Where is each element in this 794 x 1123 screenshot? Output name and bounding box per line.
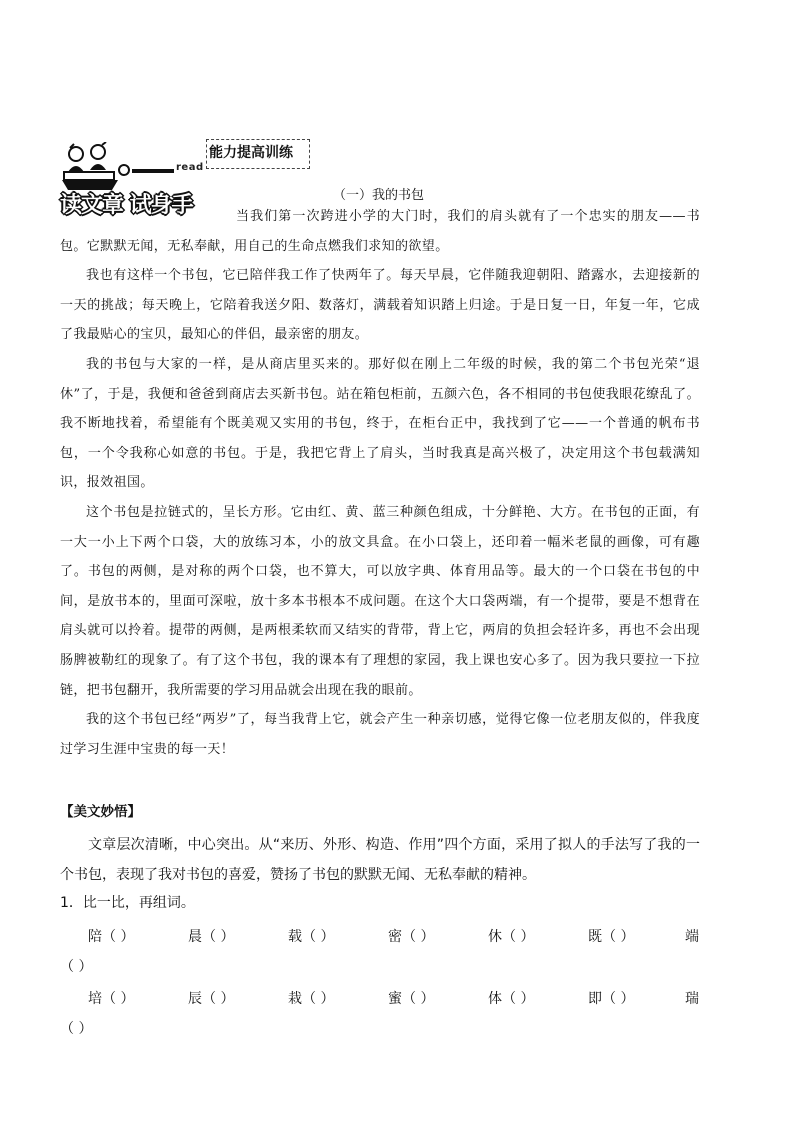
char-cell: 晨（ ） — [188, 929, 235, 945]
article-title: （一）我的书包 — [333, 188, 425, 203]
char-cell: 端 — [685, 929, 699, 945]
char-cell: 辰（ ） — [188, 991, 235, 1007]
char-cell: 体（ ） — [488, 991, 535, 1007]
char-cell: 即（ ） — [588, 991, 635, 1007]
char-cell-wrap: （ ） — [60, 959, 93, 975]
appreciation-text: 文章层次清晰，中心突出。从“来历、外形、构造、作用”四个方面，采用了拟人的手法写了我的一个书包，表现了我对书包的喜爱，赞扬了书包的默默无闻、无私奉献的精神。 — [60, 837, 700, 883]
article-body — [60, 202, 700, 764]
article-paragraph: 我也有这样一个书包，它已陪伴我工作了快两年了。每天早晨，它伴随我迎朝阳、踏露水，去迎接新的一天的挑战；每天晚上，它陪着我送夕阳、数落灯，满载着知识踏上归途。于是日复一日，年复一年，它成了我最贴心的宝贝，最知心的伴侣，最亲密的朋友。 — [60, 268, 700, 343]
char-compare-row-1 — [60, 926, 700, 975]
char-cell: 栽（ ） — [288, 991, 335, 1007]
article-paragraph: 这个书包是拉链式的，呈长方形。它由红、黄、蓝三种颜色组成，十分鲜艳、大方。在书包的正面，有一大一小上下两个口袋，大的放练习本，小的放文具盒。在小口袋上，还印着一幅米老鼠的画像，可有趣了。书包的两侧，是对称的两个口袋，也不算大，可以放字典、体育用品等。最大的一个口袋在书包的中间，是放书本的，里面可深啦，放十多本书根本不成问题。在这个大口袋两端，有一个提带，要是不想背在肩头就可以拎着。提带的两侧，是两根柔软而又结实的背带，背上它，两肩的负担会轻许多，再也不会出现肠脾被勒红的现象了。有了这个书包，我的课本有了理想的家园，我上课也安心多了。因为我只要拉一下拉链，把书包翻开，我所需要的学习用品就会出现在我的眼前。 — [60, 504, 700, 698]
char-cell: 蜜（ ） — [388, 991, 435, 1007]
logo-bar — [132, 169, 174, 173]
char-cell: 载（ ） — [288, 929, 335, 945]
section-title: 能力提高训练 — [206, 139, 310, 169]
appreciation-section — [60, 830, 700, 890]
char-cell: 既（ ） — [588, 929, 635, 945]
logo-circle-mark — [118, 164, 130, 176]
char-cell: 休（ ） — [488, 929, 535, 945]
char-cell-wrap: （ ） — [60, 1021, 93, 1037]
char-cell: 培（ ） — [88, 991, 135, 1007]
char-cell: 瑞 — [685, 991, 699, 1007]
char-cell: 密（ ） — [388, 929, 435, 945]
logo-sub-text: read — [176, 162, 204, 173]
question-1-prompt: 1．比一比，再组词。 — [60, 895, 195, 911]
char-compare-row-2 — [60, 988, 700, 1037]
article-paragraph: 我的这个书包已经“两岁”了，每当我背上它，就会产生一种亲切感，觉得它像一位老朋友似的，伴我度过学习生涯中宝贵的每一天！ — [60, 712, 700, 757]
appreciation-heading: 【美文妙悟】 — [60, 804, 141, 820]
article-paragraph: 当我们第一次跨进小学的大门时，我们的肩头就有了一个忠实的朋友——书包。它默默无闻，无私奉献，用自己的生命点燃我们求知的欲望。 — [60, 209, 700, 254]
article-paragraph: 我的书包与大家的一样，是从商店里买来的。那好似在刚上二年级的时候，我的第二个书包光荣“退休”了，于是，我便和爸爸到商店去买新书包。站在箱包柜前，五颜六色，各不相同的书包使我眼花缭乱了。我不断地找着，希望能有个既美观又实用的书包，终于，在柜台正中，我找到了它——一个普通的帆布书包，一个令我称心如意的书包。于是，我把它背上了肩头，当时我真是高兴极了，决定用这个书包载满知识，报效祖国。 — [60, 356, 700, 491]
logo-title: 读文章 试身手 — [60, 193, 193, 218]
char-cell: 陪（ ） — [88, 929, 135, 945]
